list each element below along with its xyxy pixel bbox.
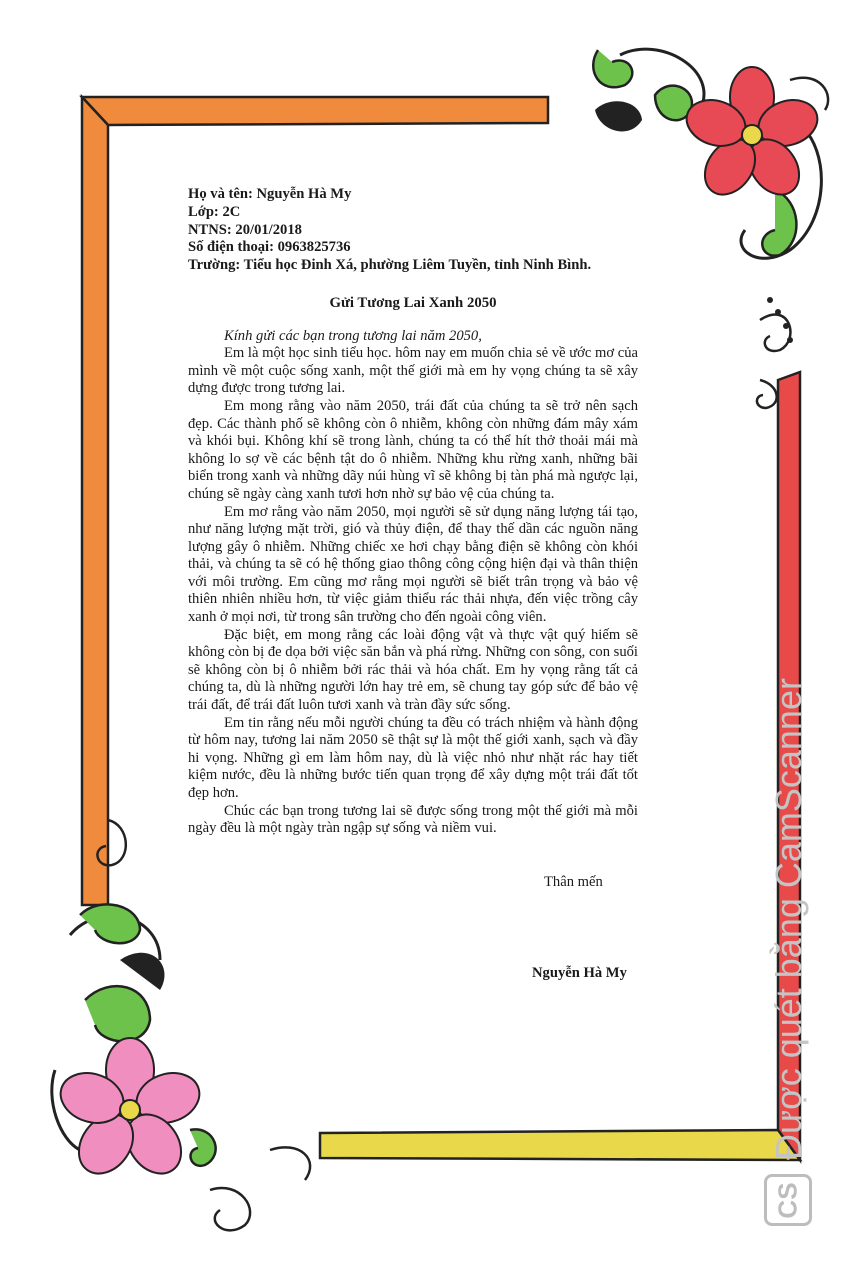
bottom-left-ornament [52, 904, 310, 1230]
camscanner-logo-icon [764, 1174, 812, 1226]
letter-signature: Nguyễn Hà My [532, 965, 627, 981]
top-border [82, 97, 548, 125]
camscanner-watermark: Được quét bằng CamScanner [768, 678, 809, 1160]
student-phone: Số điện thoại: 0963825736 [188, 239, 351, 256]
student-name: Họ và tên: Nguyễn Hà My [188, 186, 352, 202]
student-dob: NTNS: 20/01/2018 [188, 221, 302, 238]
paragraph-5: Em tin rằng nếu mỗi người chúng ta đều có trách nhiệm và hành động từ hôm nay, tương lai năm 2050 sẽ thật sự là một thế giới xanh, sạch và đầy hi vọng. Những gì em làm hôm nay, dù là việc nhỏ như nhặt rác hay tiết kiệm nước, đều là những bước tiến quan trọng để xây dựng một trái đất tốt đẹp hơn. [188, 714, 638, 802]
letter-title: Gửi Tương Lai Xanh 2050 [329, 294, 497, 311]
paragraph-6: Chúc các bạn trong tương lai sẽ được sống trong một thế giới mà mỗi ngày đều là một ngày tràn ngập sự sống và niềm vui. [188, 802, 638, 837]
letter-body [188, 186, 638, 838]
paragraph-4: Đặc biệt, em mong rằng các loài động vật và thực vật quý hiếm sẽ không còn bị đe dọa bởi việc săn bắn và phá rừng. Những con sông, con suối sẽ không còn bị ô nhiễm bởi rác thải và hóa chất. Em hy vọng rằng tất cả chúng ta, dù là những người lớn hay trẻ em, sẽ chung tay góp sức để bảo vệ trái đất, để trái đất luôn tươi xanh và tràn đầy sức sống. [188, 626, 638, 714]
student-class: Lớp: 2C [188, 203, 241, 220]
left-border [82, 97, 108, 905]
letter-greeting: Kính gửi các bạn trong tương lai năm 2050, [224, 327, 482, 344]
bottom-border [320, 1130, 800, 1160]
camscanner-logo-text: CS [772, 1181, 803, 1219]
student-school: Trường: Tiểu học Đinh Xá, phường Liêm Tuyền, tỉnh Ninh Bình. [188, 257, 592, 274]
paragraph-1: Em là một học sinh tiểu học. hôm nay em muốn chia sẻ về ước mơ của mình về một cuộc sống xanh, một thế giới mà em hy vọng chúng ta sẽ xây dựng được trong tương lai. [188, 345, 638, 397]
letter-closing: Thân mến [544, 874, 603, 890]
paragraph-2: Em mong rằng vào năm 2050, trái đất của chúng ta sẽ trở nên sạch đẹp. Các thành phố sẽ không còn ô nhiễm, không còn những đám mây xám và khói bụi. Không khí sẽ trong lành, chúng ta có thể hít thở thoải mái mà không lo sợ về các bệnh tật do ô nhiễm. Những khu rừng xanh, những bãi biển trong xanh và những dãy núi hùng vĩ sẽ không bị tàn phá mà ngược lại, chúng sẽ ngày càng xanh tươi hơn nhờ sự bảo vệ của chúng ta. [188, 397, 638, 502]
paragraph-3: Em mơ rằng vào năm 2050, mọi người sẽ sử dụng năng lượng tái tạo, như năng lượng mặt trời, gió và thủy điện, để thay thế dần các nguồn năng lượng gây ô nhiễm. Những chiếc xe hơi chạy bằng điện sẽ không còn khói thải, và chúng ta sẽ có hệ thống giao thông công cộng hiện đại và thân thiện với môi trường. Em cũng mơ rằng mọi người sẽ biết trân trọng và bảo vệ thiên nhiên nhiều hơn, từ việc giảm thiểu rác thải nhựa, đến việc trồng cây xanh ở mọi nơi, từ trong sân trường cho đến ngoài công viên. [188, 503, 638, 626]
